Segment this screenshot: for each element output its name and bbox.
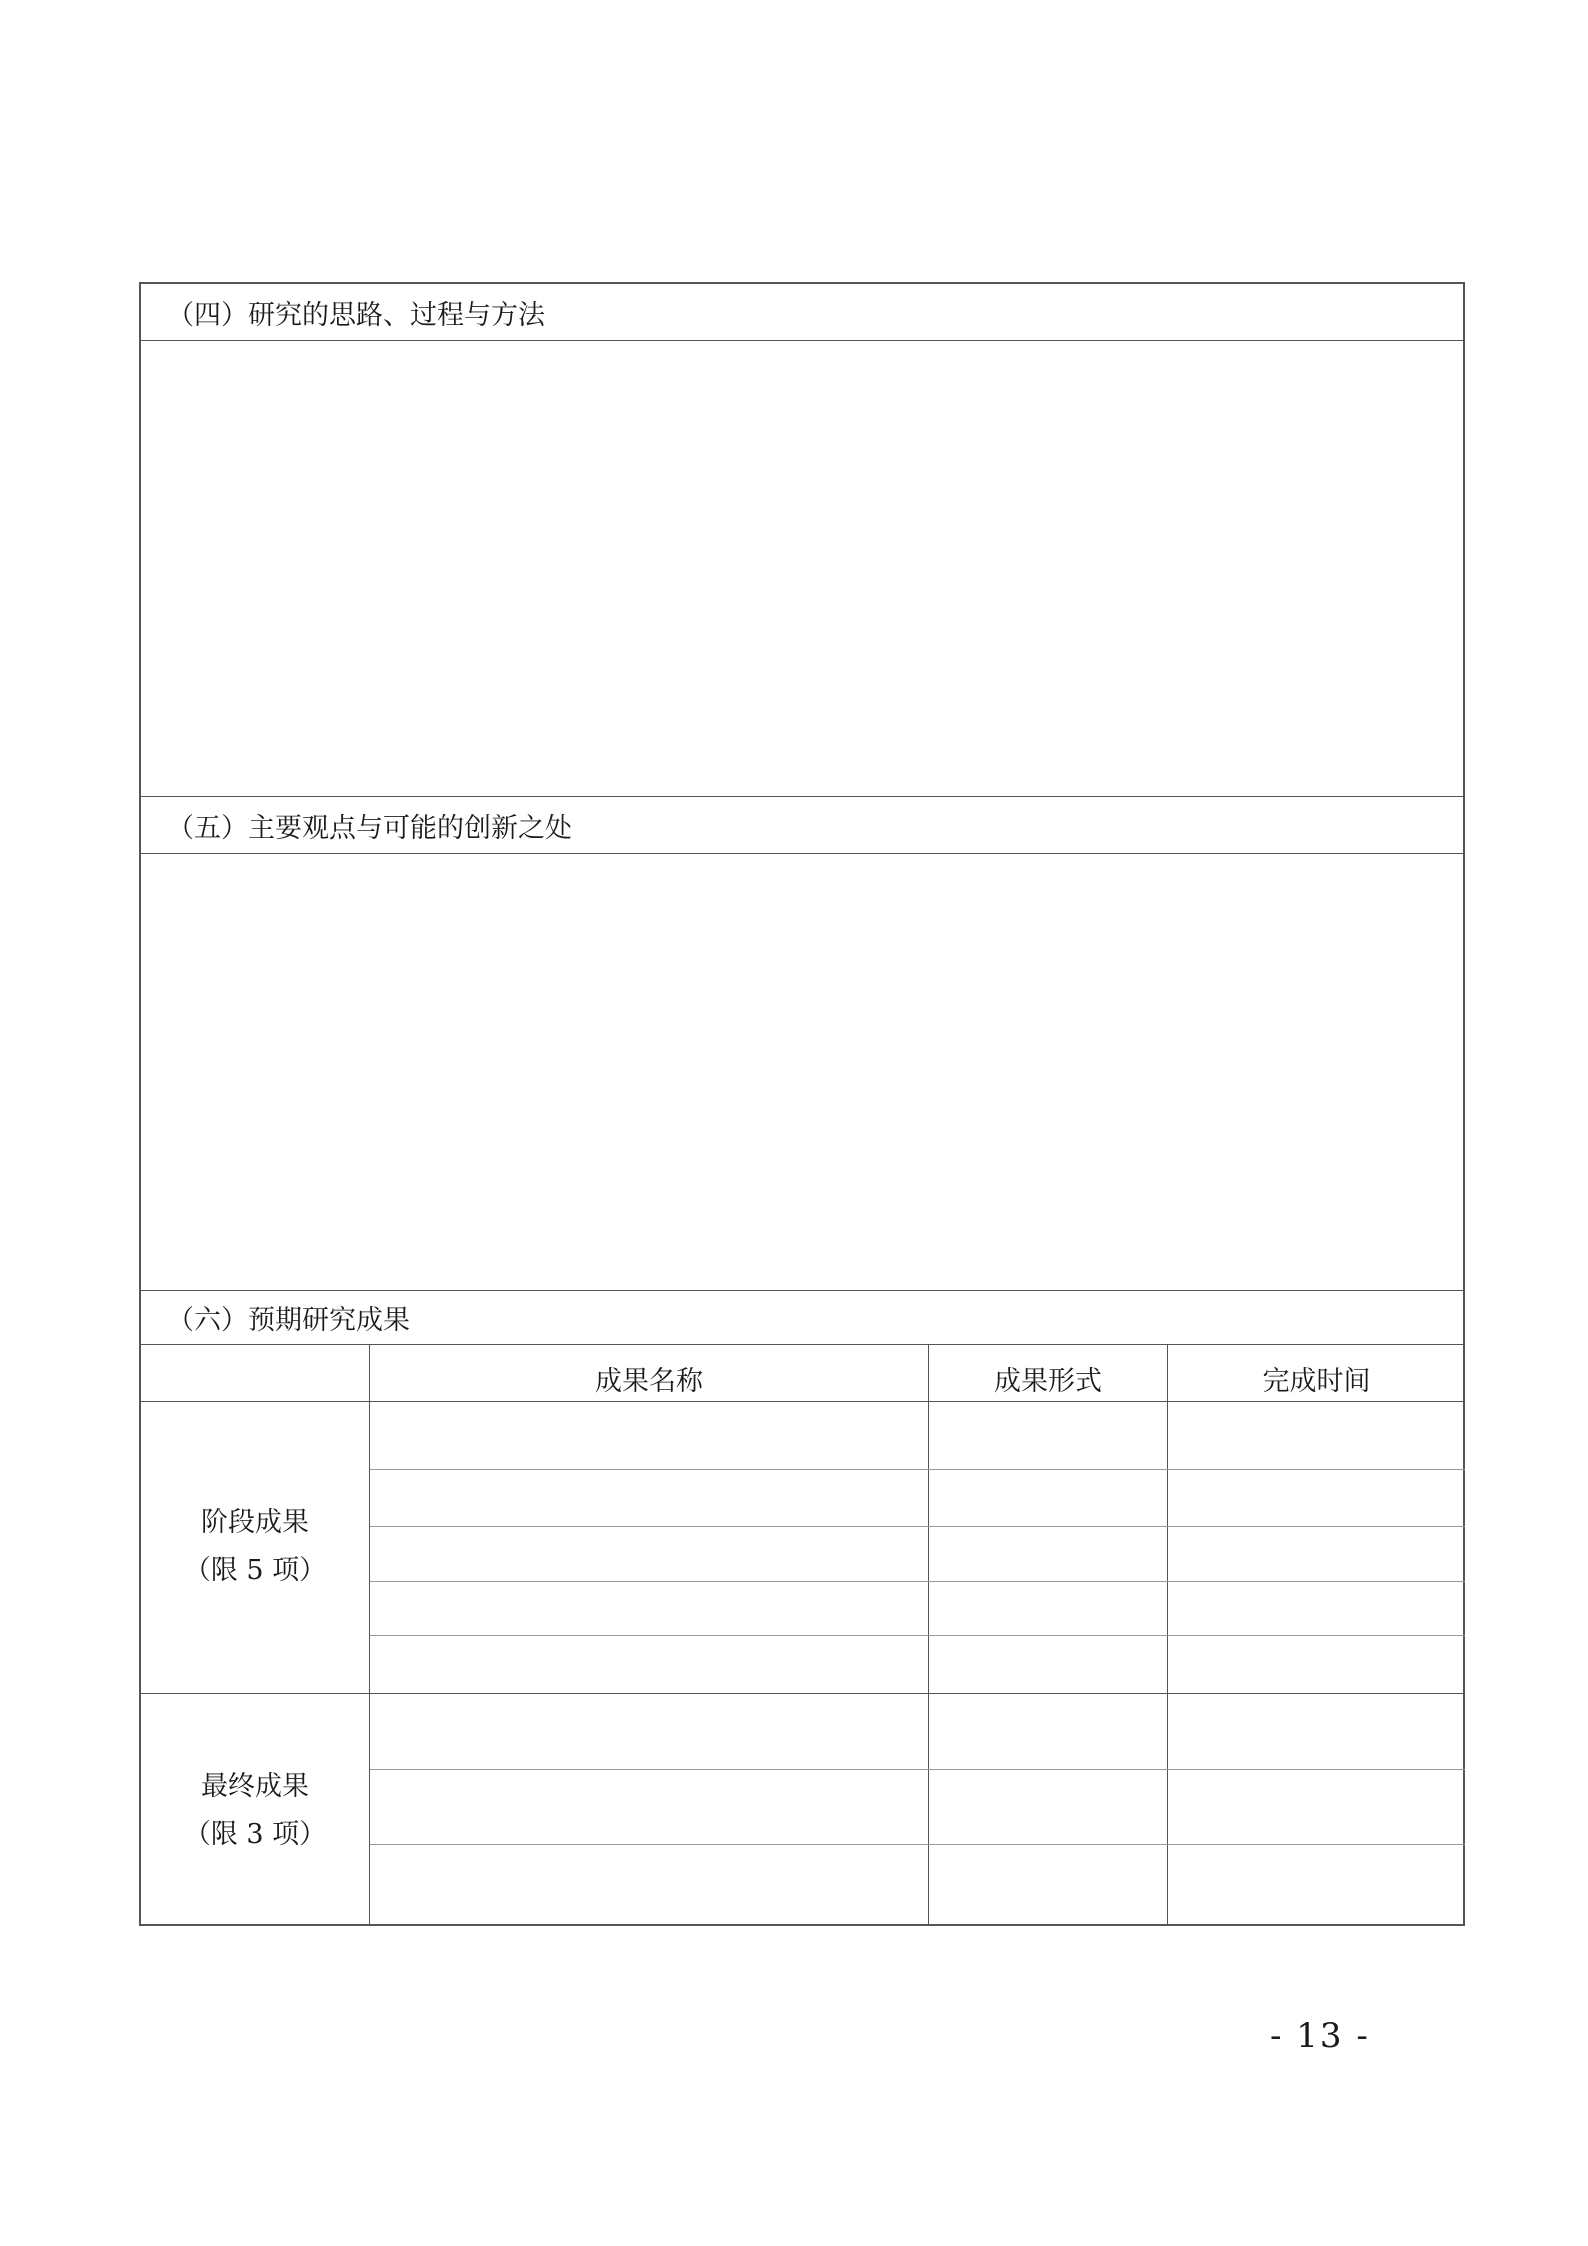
- section-6-header: [141, 1291, 1463, 1345]
- stage-results-title: 阶段成果: [201, 1507, 309, 1538]
- section-5-title: （五）主要观点与可能的创新之处: [167, 812, 572, 844]
- results-table-header-row: [141, 1345, 1463, 1402]
- final-results-title: 最终成果: [201, 1771, 309, 1802]
- section-4-header: [141, 284, 1463, 341]
- header-completion-time: 完成时间: [1262, 1366, 1371, 1397]
- stage-row-divider: [370, 1469, 1465, 1470]
- application-form-frame: [139, 282, 1465, 1926]
- final-results-limit: （限 3 项）: [183, 1819, 327, 1850]
- final-row-divider: [370, 1769, 1465, 1770]
- section-5-header: [141, 797, 1463, 854]
- header-result-form: 成果形式: [994, 1366, 1102, 1397]
- stage-results-limit: （限 5 项）: [183, 1555, 327, 1586]
- section-5-content-area[interactable]: [141, 854, 1463, 1291]
- page-number: - 13 -: [1270, 2016, 1370, 2056]
- results-table: [141, 1345, 1463, 1926]
- section-4-title: （四）研究的思路、过程与方法: [167, 299, 545, 331]
- stage-row-divider: [370, 1635, 1465, 1636]
- stage-row-divider: [370, 1526, 1465, 1527]
- final-results-label: [141, 1763, 369, 1859]
- section-4-content-area[interactable]: [141, 341, 1463, 797]
- stage-row-divider: [370, 1581, 1465, 1582]
- header-result-name: 成果名称: [595, 1366, 703, 1397]
- final-row-divider: [370, 1844, 1465, 1845]
- stage-final-divider: [141, 1693, 1465, 1694]
- stage-results-label: [141, 1499, 369, 1595]
- section-6-title: （六）预期研究成果: [167, 1305, 410, 1336]
